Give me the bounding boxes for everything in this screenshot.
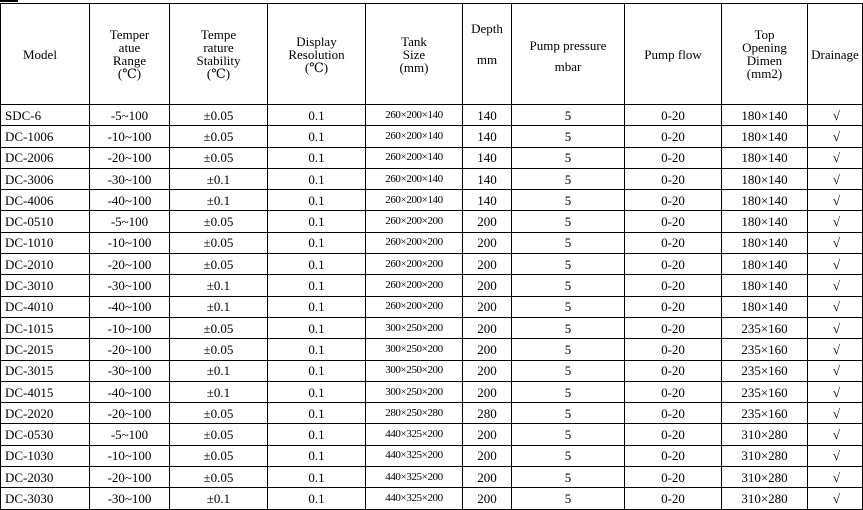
header-temp-stability-line: rature <box>203 40 234 55</box>
cell-model: DC-2030 <box>1 467 90 488</box>
cell-temp-stability: ±0.05 <box>170 147 268 168</box>
cell-drainage-check: √ <box>808 296 863 317</box>
cell-display-resolution: 0.1 <box>268 168 366 189</box>
cell-depth: 140 <box>463 126 512 147</box>
cell-pump-flow: 0-20 <box>625 126 722 147</box>
cell-temp-stability: ±0.1 <box>170 381 268 402</box>
cell-display-resolution: 0.1 <box>268 467 366 488</box>
cell-pump-pressure: 5 <box>512 105 625 126</box>
cell-depth: 200 <box>463 360 512 381</box>
table-row <box>1 360 863 381</box>
cell-temp-stability: ±0.05 <box>170 254 268 275</box>
header-temp-stability <box>170 4 268 105</box>
cell-top-opening: 180×140 <box>722 105 808 126</box>
table-row <box>1 190 863 211</box>
cell-drainage-check: √ <box>808 168 863 189</box>
cell-tank-size: 440×325×200 <box>366 488 463 509</box>
cell-pump-flow: 0-20 <box>625 317 722 338</box>
cell-drainage-check: √ <box>808 403 863 424</box>
cell-display-resolution: 0.1 <box>268 275 366 296</box>
cell-tank-size: 300×250×200 <box>366 381 463 402</box>
header-drainage: Drainage <box>808 4 863 105</box>
cell-tank-size: 260×200×140 <box>366 168 463 189</box>
cell-depth: 200 <box>463 275 512 296</box>
header-top-opening-line: (mm2) <box>746 66 783 81</box>
cell-depth: 200 <box>463 254 512 275</box>
cell-temp-stability: ±0.05 <box>170 317 268 338</box>
cell-tank-size: 260×200×140 <box>366 190 463 211</box>
cell-pump-flow: 0-20 <box>625 254 722 275</box>
header-pump-pressure-label: Pump pressure <box>529 38 607 53</box>
cell-drainage-check: √ <box>808 381 863 402</box>
header-depth-label: Depth <box>471 21 503 36</box>
cell-display-resolution: 0.1 <box>268 403 366 424</box>
cell-pump-pressure: 5 <box>512 126 625 147</box>
cell-model: DC-3010 <box>1 275 90 296</box>
cell-drainage-check: √ <box>808 190 863 211</box>
cell-top-opening: 310×280 <box>722 424 808 445</box>
header-temp-range <box>90 4 170 105</box>
cell-model: DC-0530 <box>1 424 90 445</box>
cell-model: DC-3030 <box>1 488 90 509</box>
cell-display-resolution: 0.1 <box>268 445 366 466</box>
cell-pump-flow: 0-20 <box>625 424 722 445</box>
cell-temp-range: -20~100 <box>90 403 170 424</box>
cell-tank-size: 260×200×200 <box>366 296 463 317</box>
cell-temp-stability: ±0.1 <box>170 168 268 189</box>
header-depth <box>463 4 512 105</box>
cell-temp-range: -20~100 <box>90 147 170 168</box>
table-row <box>1 381 863 402</box>
cell-temp-stability: ±0.1 <box>170 190 268 211</box>
cell-pump-pressure: 5 <box>512 339 625 360</box>
cell-top-opening: 310×280 <box>722 467 808 488</box>
cell-drainage-check: √ <box>808 147 863 168</box>
cell-tank-size: 280×250×280 <box>366 403 463 424</box>
cell-display-resolution: 0.1 <box>268 360 366 381</box>
header-top-opening-line: Dimen <box>746 53 783 68</box>
cell-display-resolution: 0.1 <box>268 317 366 338</box>
cell-display-resolution: 0.1 <box>268 232 366 253</box>
header-display-resolution <box>268 4 366 105</box>
cell-pump-flow: 0-20 <box>625 403 722 424</box>
cell-pump-pressure: 5 <box>512 275 625 296</box>
cell-top-opening: 180×140 <box>722 296 808 317</box>
cell-pump-pressure: 5 <box>512 296 625 317</box>
cell-tank-size: 300×250×200 <box>366 317 463 338</box>
cell-depth: 200 <box>463 296 512 317</box>
cell-tank-size: 260×200×200 <box>366 211 463 232</box>
cell-depth: 200 <box>463 339 512 360</box>
cell-display-resolution: 0.1 <box>268 147 366 168</box>
cell-temp-range: -20~100 <box>90 254 170 275</box>
cell-temp-range: -30~100 <box>90 360 170 381</box>
cell-model: DC-4010 <box>1 296 90 317</box>
cell-drainage-check: √ <box>808 488 863 509</box>
cell-temp-range: -5~100 <box>90 211 170 232</box>
cell-display-resolution: 0.1 <box>268 190 366 211</box>
table-row <box>1 275 863 296</box>
table-row <box>1 467 863 488</box>
cell-temp-range: -30~100 <box>90 168 170 189</box>
cell-top-opening: 180×140 <box>722 126 808 147</box>
cell-pump-pressure: 5 <box>512 168 625 189</box>
header-display-resolution-line: Display <box>296 33 337 49</box>
cell-temp-stability: ±0.1 <box>170 360 268 381</box>
cell-model: DC-3006 <box>1 168 90 189</box>
table-row <box>1 168 863 189</box>
cell-pump-flow: 0-20 <box>625 168 722 189</box>
cell-pump-pressure: 5 <box>512 211 625 232</box>
cell-pump-pressure: 5 <box>512 360 625 381</box>
table-row <box>1 339 863 360</box>
cell-drainage-check: √ <box>808 232 863 253</box>
cell-top-opening: 180×140 <box>722 211 808 232</box>
cell-depth: 280 <box>463 403 512 424</box>
cell-model: DC-2020 <box>1 403 90 424</box>
header-temp-stability-line: (℃) <box>206 66 231 81</box>
cell-drainage-check: √ <box>808 275 863 296</box>
cell-display-resolution: 0.1 <box>268 381 366 402</box>
cell-drainage-check: √ <box>808 339 863 360</box>
cell-temp-range: -40~100 <box>90 190 170 211</box>
cell-pump-pressure: 5 <box>512 488 625 509</box>
cell-display-resolution: 0.1 <box>268 211 366 232</box>
cell-pump-flow: 0-20 <box>625 360 722 381</box>
header-tank-size-line: (mm) <box>399 59 429 75</box>
cell-pump-flow: 0-20 <box>625 296 722 317</box>
cell-model: DC-2015 <box>1 339 90 360</box>
header-model: Model <box>1 4 90 105</box>
cell-tank-size: 440×325×200 <box>366 467 463 488</box>
cell-pump-flow: 0-20 <box>625 147 722 168</box>
table-row <box>1 105 863 126</box>
cell-depth: 200 <box>463 317 512 338</box>
header-depth-unit: mm <box>476 52 498 67</box>
table-body <box>1 105 863 510</box>
cell-pump-pressure: 5 <box>512 445 625 466</box>
cell-top-opening: 235×160 <box>722 381 808 402</box>
cell-temp-range: -30~100 <box>90 275 170 296</box>
cell-drainage-check: √ <box>808 445 863 466</box>
cell-pump-flow: 0-20 <box>625 445 722 466</box>
cell-model: DC-0510 <box>1 211 90 232</box>
header-temp-stability-line: Tempe <box>200 27 237 42</box>
cell-pump-pressure: 5 <box>512 147 625 168</box>
cell-top-opening: 235×160 <box>722 360 808 381</box>
cell-pump-pressure: 5 <box>512 317 625 338</box>
cell-drainage-check: √ <box>808 424 863 445</box>
table-row <box>1 317 863 338</box>
header-top-opening-line: Opening <box>742 40 787 55</box>
cell-pump-pressure: 5 <box>512 403 625 424</box>
cell-pump-flow: 0-20 <box>625 467 722 488</box>
cell-pump-flow: 0-20 <box>625 232 722 253</box>
cell-tank-size: 260×200×140 <box>366 147 463 168</box>
header-top-opening-line: Top <box>754 27 775 42</box>
cell-tank-size: 260×200×200 <box>366 232 463 253</box>
cell-depth: 200 <box>463 381 512 402</box>
cell-tank-size: 260×200×140 <box>366 105 463 126</box>
cell-tank-size: 440×325×200 <box>366 424 463 445</box>
cell-pump-pressure: 5 <box>512 381 625 402</box>
cell-drainage-check: √ <box>808 126 863 147</box>
header-temp-range-line: atue <box>118 40 141 55</box>
cell-top-opening: 235×160 <box>722 317 808 338</box>
cell-pump-flow: 0-20 <box>625 339 722 360</box>
cell-depth: 140 <box>463 190 512 211</box>
cell-temp-range: -20~100 <box>90 467 170 488</box>
cell-temp-stability: ±0.05 <box>170 105 268 126</box>
cell-temp-stability: ±0.05 <box>170 403 268 424</box>
cell-pump-flow: 0-20 <box>625 211 722 232</box>
cell-temp-range: -20~100 <box>90 339 170 360</box>
cell-pump-flow: 0-20 <box>625 190 722 211</box>
cell-display-resolution: 0.1 <box>268 296 366 317</box>
cell-top-opening: 180×140 <box>722 232 808 253</box>
cell-model: DC-4015 <box>1 381 90 402</box>
cell-model: DC-1030 <box>1 445 90 466</box>
cell-display-resolution: 0.1 <box>268 126 366 147</box>
cell-tank-size: 260×200×140 <box>366 126 463 147</box>
cell-temp-stability: ±0.1 <box>170 488 268 509</box>
cell-temp-range: -10~100 <box>90 445 170 466</box>
top-edge-line <box>0 0 18 2</box>
cell-model: DC-2006 <box>1 147 90 168</box>
cell-temp-stability: ±0.05 <box>170 445 268 466</box>
cell-model: DC-1010 <box>1 232 90 253</box>
cell-drainage-check: √ <box>808 360 863 381</box>
cell-temp-stability: ±0.05 <box>170 467 268 488</box>
cell-depth: 140 <box>463 105 512 126</box>
cell-top-opening: 310×280 <box>722 445 808 466</box>
header-pump-flow: Pump flow <box>625 4 722 105</box>
cell-depth: 200 <box>463 467 512 488</box>
cell-temp-stability: ±0.1 <box>170 296 268 317</box>
cell-pump-flow: 0-20 <box>625 488 722 509</box>
table-row <box>1 424 863 445</box>
cell-drainage-check: √ <box>808 211 863 232</box>
header-tank-size-line: Tank <box>401 33 427 49</box>
cell-temp-range: -10~100 <box>90 317 170 338</box>
cell-temp-stability: ±0.05 <box>170 126 268 147</box>
table-row <box>1 296 863 317</box>
cell-tank-size: 440×325×200 <box>366 445 463 466</box>
cell-pump-pressure: 5 <box>512 190 625 211</box>
table-row <box>1 232 863 253</box>
cell-depth: 140 <box>463 168 512 189</box>
cell-temp-stability: ±0.05 <box>170 424 268 445</box>
cell-pump-flow: 0-20 <box>625 275 722 296</box>
cell-top-opening: 180×140 <box>722 275 808 296</box>
cell-pump-pressure: 5 <box>512 467 625 488</box>
table-row <box>1 211 863 232</box>
cell-depth: 200 <box>463 424 512 445</box>
spec-table <box>0 3 863 510</box>
cell-top-opening: 180×140 <box>722 147 808 168</box>
table-row <box>1 126 863 147</box>
header-temp-range-line: Range <box>112 53 147 68</box>
header-temp-range-line: (℃) <box>117 66 142 81</box>
table-row <box>1 488 863 509</box>
header-tank-size <box>366 4 463 105</box>
cell-display-resolution: 0.1 <box>268 105 366 126</box>
cell-top-opening: 180×140 <box>722 190 808 211</box>
cell-depth: 200 <box>463 232 512 253</box>
cell-drainage-check: √ <box>808 317 863 338</box>
cell-top-opening: 310×280 <box>722 488 808 509</box>
header-pump-pressure <box>512 4 625 105</box>
cell-tank-size: 300×250×200 <box>366 360 463 381</box>
cell-temp-range: -30~100 <box>90 488 170 509</box>
cell-drainage-check: √ <box>808 105 863 126</box>
cell-temp-range: -10~100 <box>90 126 170 147</box>
table-row <box>1 147 863 168</box>
header-temp-range-line: Temper <box>109 27 150 42</box>
header-pump-pressure-unit: mbar <box>554 59 582 74</box>
cell-pump-flow: 0-20 <box>625 381 722 402</box>
cell-model: DC-1006 <box>1 126 90 147</box>
cell-tank-size: 260×200×200 <box>366 254 463 275</box>
header-row <box>1 4 863 105</box>
cell-depth: 140 <box>463 147 512 168</box>
table-row <box>1 254 863 275</box>
header-tank-size-line: Size <box>402 46 426 62</box>
cell-temp-range: -10~100 <box>90 232 170 253</box>
cell-drainage-check: √ <box>808 467 863 488</box>
cell-pump-pressure: 5 <box>512 232 625 253</box>
table-row <box>1 445 863 466</box>
cell-pump-pressure: 5 <box>512 254 625 275</box>
cell-model: DC-2010 <box>1 254 90 275</box>
cell-temp-stability: ±0.05 <box>170 232 268 253</box>
cell-temp-range: -5~100 <box>90 424 170 445</box>
cell-depth: 200 <box>463 211 512 232</box>
cell-top-opening: 180×140 <box>722 254 808 275</box>
cell-display-resolution: 0.1 <box>268 488 366 509</box>
cell-top-opening: 235×160 <box>722 339 808 360</box>
cell-temp-stability: ±0.05 <box>170 211 268 232</box>
cell-model: SDC-6 <box>1 105 90 126</box>
cell-model: DC-1015 <box>1 317 90 338</box>
cell-temp-stability: ±0.05 <box>170 339 268 360</box>
table-row <box>1 403 863 424</box>
cell-temp-range: -40~100 <box>90 381 170 402</box>
cell-pump-pressure: 5 <box>512 424 625 445</box>
cell-temp-range: -40~100 <box>90 296 170 317</box>
cell-tank-size: 300×250×200 <box>366 339 463 360</box>
cell-depth: 200 <box>463 488 512 509</box>
cell-pump-flow: 0-20 <box>625 105 722 126</box>
cell-temp-range: -5~100 <box>90 105 170 126</box>
cell-tank-size: 260×200×200 <box>366 275 463 296</box>
cell-display-resolution: 0.1 <box>268 339 366 360</box>
cell-drainage-check: √ <box>808 254 863 275</box>
cell-display-resolution: 0.1 <box>268 254 366 275</box>
cell-model: DC-3015 <box>1 360 90 381</box>
header-top-opening <box>722 4 808 105</box>
cell-depth: 200 <box>463 445 512 466</box>
cell-top-opening: 180×140 <box>722 168 808 189</box>
cell-display-resolution: 0.1 <box>268 424 366 445</box>
cell-temp-stability: ±0.1 <box>170 275 268 296</box>
header-temp-stability-line: Stability <box>196 53 241 68</box>
header-display-resolution-line: (℃) <box>304 59 329 75</box>
cell-model: DC-4006 <box>1 190 90 211</box>
header-display-resolution-line: Resolution <box>288 46 345 62</box>
cell-top-opening: 235×160 <box>722 403 808 424</box>
